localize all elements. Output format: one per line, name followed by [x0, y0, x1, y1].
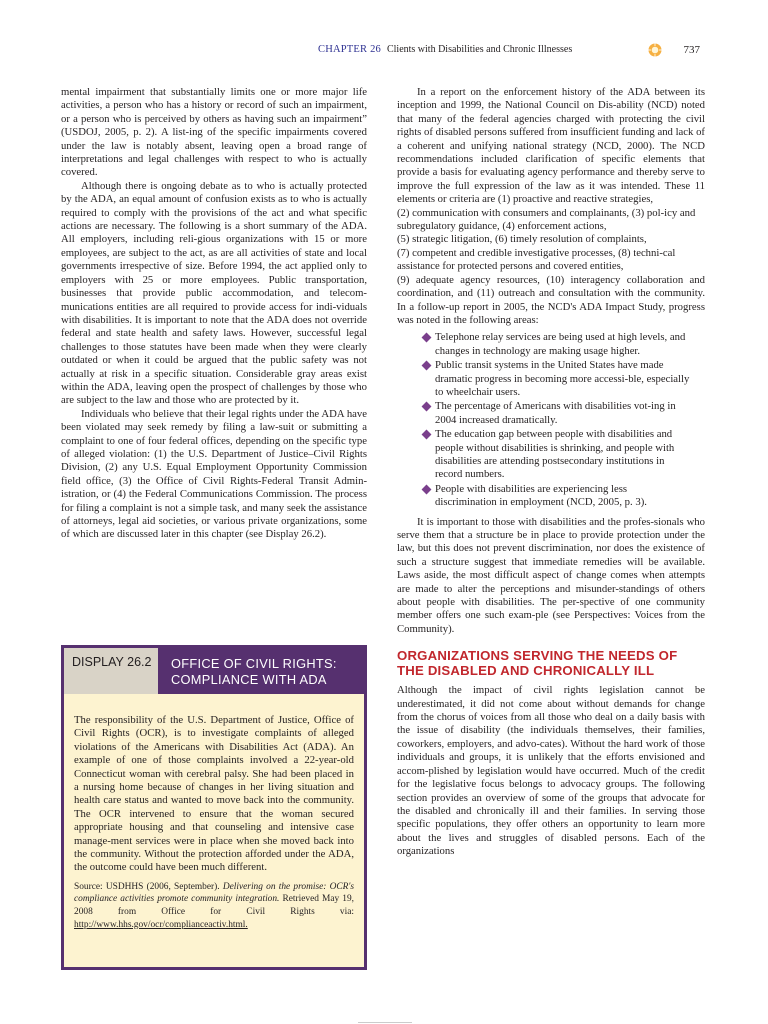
source-prefix: Source: USDHHS (2006, September). — [74, 881, 220, 892]
criteria-line: (5) strategic litigation, (6) timely resolution of complaints, — [397, 233, 647, 246]
list-item — [397, 331, 705, 358]
display-source — [64, 875, 364, 931]
display-body: The responsibility of the U.S. Department of Justice, Office of Civil Rights (OCR), is to investigate complaints of alleged violations of the Americans with Disabilities Act (ADA). An example of one of those complaints involved a 22-year-old Connecticut woman with cerebral palsy. She had been placed in a nursing home because of changes in her living situation and health care status and wanted to move back into the community. The OCR intervened to ensure that the woman secured appropriate housing and that counseling and intensive case manage-ment services were in place when she moved back into the community. Without the protection afforded under the ADA, the outcome could have been much different. — [74, 714, 354, 874]
display-number: DISPLAY 26.2 — [64, 648, 158, 694]
diamond-bullet-icon — [422, 430, 432, 440]
sun-icon — [648, 43, 662, 57]
display-box — [61, 645, 367, 970]
right-column — [397, 86, 705, 859]
list-item-text: Public transit systems in the United States have made dramatic progress in becoming more accessi-ble, especially to wheelchair users. — [435, 359, 690, 398]
list-item — [397, 359, 705, 399]
source-link[interactable]: http://www.hhs.gov/ocr/ — [74, 919, 166, 930]
display-title-line: OFFICE OF CIVIL RIGHTS: — [171, 656, 337, 671]
paragraph: In a report on the enforcement history of the ADA between its inception and 1999, the National Council on Dis-ability (NCD) noted that many of the federal agencies charged with protecting the civil rights of disabled persons suffered from insufficient funding and lack of a coherent and unifying national strategy (NCD, 2000). The NCD recommendations included clarification of specific elements that provide a basis for evaluating agency performance and thereby serve to improve the full expression of the law as it was intended. These 11 elements or criteria are (1) proactive and reactive strategies, — [397, 86, 705, 206]
paragraph: mental impairment that substantially limits one or more major life activities, a person who has a history or record of such an impairment, or a person who is perceived by others as having such an impairment” (USDOJ, 2005, p. 2). A list-ing of the specific impairments covered under the law is notably absent, leaving open a broad range of interpretations and legal challenges with respect to who is actually covered. — [61, 86, 367, 179]
criteria-line: (9) adequate agency resources, (10) interagency collaboration and coordination, and (11) outreach and consultation with the community. In a follow-up report in 2005, the NCD's ADA Impact Study, progress was noted in the following areas: — [397, 273, 705, 326]
chapter-label: CHAPTER 26 — [318, 44, 381, 55]
paragraph: Individuals who believe that their legal rights under the ADA have been violated may seek remedy by filing a law-suit or submitting a complaint to one of four federal offices, depending on the specific type of alleged violation: (1) the U.S. Department of Justice–Civil Rights Division, (2) any U.S. Equal Employment Opportunity Commission field office, (3) the Office of Civil Rights-Federal Transit Admin-istration, or (4) the Federal Communications Commission. The process for filing a complaint is not a simple task, and many seek the assistance of attorneys, legal aid societies, or various private organizations, some of which are discussed later in this chapter (see Display 26.2). — [61, 407, 367, 541]
chapter-title: Clients with Disabilities and Chronic Illnesses — [386, 44, 573, 55]
list-item-text: Telephone relay services are being used at high levels, and changes in technology are making usage higher. — [435, 331, 686, 357]
paragraph: Although the impact of civil rights legislation cannot be underestimated, it did not come about without demands for change from the chorus of voices from all those who deal on a daily basis with the issue of disability (the individuals themselves, their families, coworkers, employers, and advo-cates). Without the hard work of those individuals and groups, it is unlikely that the efforts envisioned and accom-plished by legislation would have occurred. Much of the credit for the legislative focus belongs to advocacy groups. The following section provides an overview of some of the groups that advocate for the disabled and chronically ill and their families. In serving those specific populations, they offer others an opportunity to learn more about the lives and struggles of disabled persons. Each of the organizations — [397, 684, 705, 858]
source-link[interactable]: complianceactiv.html. — [165, 919, 248, 930]
list-item — [397, 483, 705, 510]
paragraph: It is important to those with disabilities and the profes-sionals who serve them that a structure be in place to provide protection under the law, but this does not prevent discrimination, nor does the existence of such a structure suggest that immediate remedies will be available. Laws aside, the most difficult aspect of change comes when attempts are made to alter the perceptions and misunder-standings of others about people with disabilities. The per-spective of one community member offers one such exam-ple (see Perspectives: Voices from the Community). — [397, 515, 705, 635]
diamond-bullet-icon — [422, 402, 432, 412]
bullet-list — [397, 331, 705, 509]
display-title-line: COMPLIANCE WITH ADA — [171, 671, 327, 687]
running-header — [318, 42, 708, 58]
section-heading: ORGANIZATIONS SERVING THE NEEDS OF THE DISABLED AND CHRONICALLY ILL — [397, 648, 678, 679]
footer-divider — [358, 1022, 412, 1023]
criteria-line: (7) competent and credible investigative processes, (8) techni-cal assistance for protected persons and covered entities, — [397, 246, 676, 273]
display-title — [158, 648, 364, 694]
left-column — [61, 86, 367, 542]
source-retrieved: Retrieved May 19, 2008 from Office for Civil Rights via: — [74, 894, 354, 918]
list-item — [397, 428, 705, 482]
list-item-text: People with disabilities are experiencing less discrimination in employment (NCD, 2005, p. 3). — [435, 482, 647, 509]
list-item-text: The education gap between people with disabilities and people without disabilities is shrinking, and people with disabilities are attending postsecondary institutions in record numbers. — [435, 428, 675, 481]
diamond-bullet-icon — [422, 361, 432, 371]
page-number: 737 — [683, 44, 700, 56]
list-item-text: The percentage of Americans with disabilities vot-ing in 2004 increased dramatically. — [435, 400, 676, 426]
paragraph: Although there is ongoing debate as to who is actually protected by the ADA, an equal amount of confusion exists as to who is actually required to comply with the provisions of the act and what specific actions are necessary. The following is a short summary of the ADA. All employers, including reli-gious organizations with 15 or more employees, are subject to the act, as are all activities of state and local governments irrespective of size. Before 1994, the act applied only to employers with 25 or more employees. Public transportation, businesses that provide public accommodation, and telecom-munications entities are all required to provide access for indi-viduals with disabilities. It is important to note that the ADA does not override federal and state health and safety laws. However, successful legal challenges to those statutes have been made when they were clearly outdated or when it could be argued that the public safety was not actually at risk in a specific situation. Considerable gray areas exist within the ADA, leaving open the prospect of challenges by those who are subject to the law and those who are protected by it. — [61, 179, 367, 407]
diamond-bullet-icon — [422, 484, 432, 494]
display-header — [64, 648, 364, 694]
criteria-line: (2) communication with consumers and complainants, (3) pol-icy and subregulatory guidance, (4) enforcement actions, — [397, 206, 696, 233]
diamond-bullet-icon — [422, 333, 432, 343]
source-title: Delivering on the promise: OCR's compliance activities promote community integration. — [74, 881, 355, 905]
list-item — [397, 400, 705, 427]
